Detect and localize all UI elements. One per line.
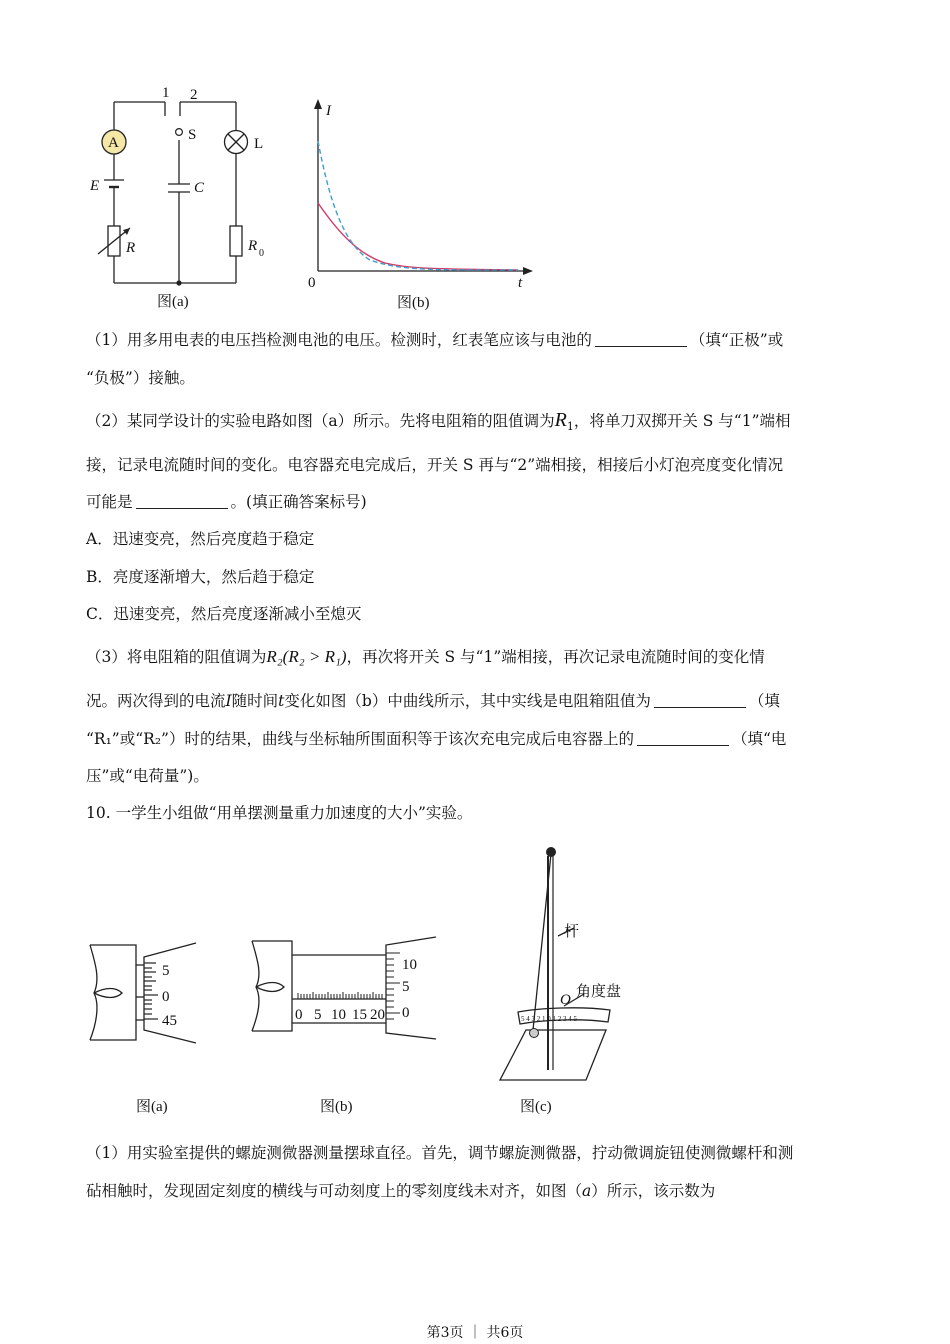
q9-part2-line1: （2）某同学设计的实验电路如图（a）所示。先将电阻箱的阻值调为$R_1$，将单刀双掷开关 S 与“1”端相	[86, 409, 791, 434]
emf-label: E	[90, 178, 100, 194]
thimble-tick-0: 0	[402, 1005, 410, 1021]
q9-part2-line3: 可能是 。(填正确答案标号)	[86, 493, 367, 511]
answer-blank-4[interactable]	[637, 729, 729, 746]
page-footer: 第3页 ｜ 共6页	[426, 1325, 524, 1341]
option-a: A．迅速变亮，然后亮度趋于稳定	[86, 530, 315, 548]
current-time-graph	[300, 95, 540, 315]
r2-formula: R₂(R₂ > R₁)	[266, 647, 347, 666]
dashed-current-curve	[318, 141, 518, 270]
q10-title: 10. 一学生小组做“用单摆测量重力加速度的大小”实验。	[86, 804, 473, 822]
q10-part1-line1: （1）用实验室提供的螺旋测微器测量摆球直径。首先，调节螺旋测微器，拧动微调旋钮使测微螺杆和测	[86, 1144, 794, 1162]
circuit-diagram	[90, 80, 290, 315]
resistor-label: R	[248, 238, 258, 254]
rheostat-label: R	[126, 240, 136, 256]
q10-part1-line2: 砧相触时，发现固定刻度的横线与可动刻度上的零刻度线未对齐，如图（a）所示，该示数为	[86, 1182, 716, 1200]
pivot-label: O	[560, 992, 571, 1008]
fig-b-caption: 图(b)	[397, 295, 430, 311]
answer-blank-3[interactable]	[654, 691, 746, 708]
thimble-tick-10: 10	[402, 957, 417, 973]
origin-label: 0	[308, 275, 316, 291]
q9-part3-line4: 压”或“电荷量”)。	[86, 767, 209, 785]
option-c: C．迅速变亮，然后亮度逐渐减小至熄灭	[86, 605, 362, 623]
switch-label: S	[188, 127, 197, 143]
q9-part1-line2: “负极”）接触。	[86, 369, 195, 387]
switch-pos2-label: 2	[190, 87, 198, 103]
micrometer-a-tick-0: 0	[162, 989, 170, 1005]
fig-10c-caption: 图(c)	[520, 1099, 552, 1115]
capacitor-label: C	[194, 180, 205, 196]
fig-10a-caption: 图(a)	[136, 1099, 168, 1115]
sleeve-tick-15: 15	[352, 1007, 367, 1023]
sleeve-tick-10: 10	[331, 1007, 346, 1023]
resistor-subscript: 0	[259, 248, 264, 259]
q9-part3-line1: （3）将电阻箱的阻值调为R₂(R₂ > R₁)，再次将开关 S 与“1”端相接，再次记录电流随时间的变化情	[86, 647, 765, 666]
thimble-tick-5: 5	[402, 979, 410, 995]
fig-a-caption: 图(a)	[157, 294, 189, 310]
sleeve-tick-0: 0	[295, 1007, 303, 1023]
q9-part3-line2: 况。两次得到的电流I随时间t变化如图（b）中曲线所示，其中实线是电阻箱阻值为 （填	[86, 692, 780, 710]
sleeve-tick-5: 5	[314, 1007, 322, 1023]
y-axis-label: I	[326, 103, 331, 119]
x-axis-label: t	[518, 275, 523, 291]
answer-blank-1[interactable]	[595, 330, 687, 347]
micrometer-a-tick-45: 45	[162, 1013, 177, 1029]
micrometer-a-tick-5: 5	[162, 963, 170, 979]
lamp-label: L	[254, 136, 264, 152]
switch-pos1-label: 1	[162, 85, 170, 101]
dial-scale-numbers: 5 4 3 2 1 0 1 2 3 4 5	[521, 1015, 577, 1023]
pendulum-setup	[490, 840, 650, 1120]
sleeve-tick-20: 20	[370, 1007, 385, 1023]
option-b: B．亮度逐渐增大，然后趋于稳定	[86, 568, 315, 586]
q9-part1-line1: （1）用多用电表的电压挡检测电池的电压。检测时，红表笔应该与电池的 （填“正极”或	[86, 331, 784, 349]
dial-label: 角度盘	[576, 982, 622, 1000]
ammeter-label: A	[108, 135, 119, 151]
rod-label: 杆	[564, 922, 580, 940]
q9-part2-line2: 接，记录电流随时间的变化。电容器充电完成后，开关 S 再与“2”端相接，相接后小灯泡亮度变化情况	[86, 456, 784, 474]
fig-10b-caption: 图(b)	[320, 1099, 353, 1115]
answer-blank-2[interactable]	[136, 492, 228, 509]
q9-part3-line3: “R₁”或“R₂”）时的结果，曲线与坐标轴所围面积等于该次充电完成后电容器上的 （填“电	[86, 730, 787, 748]
micrometer-a	[86, 935, 216, 1120]
micrometer-b	[246, 935, 446, 1120]
